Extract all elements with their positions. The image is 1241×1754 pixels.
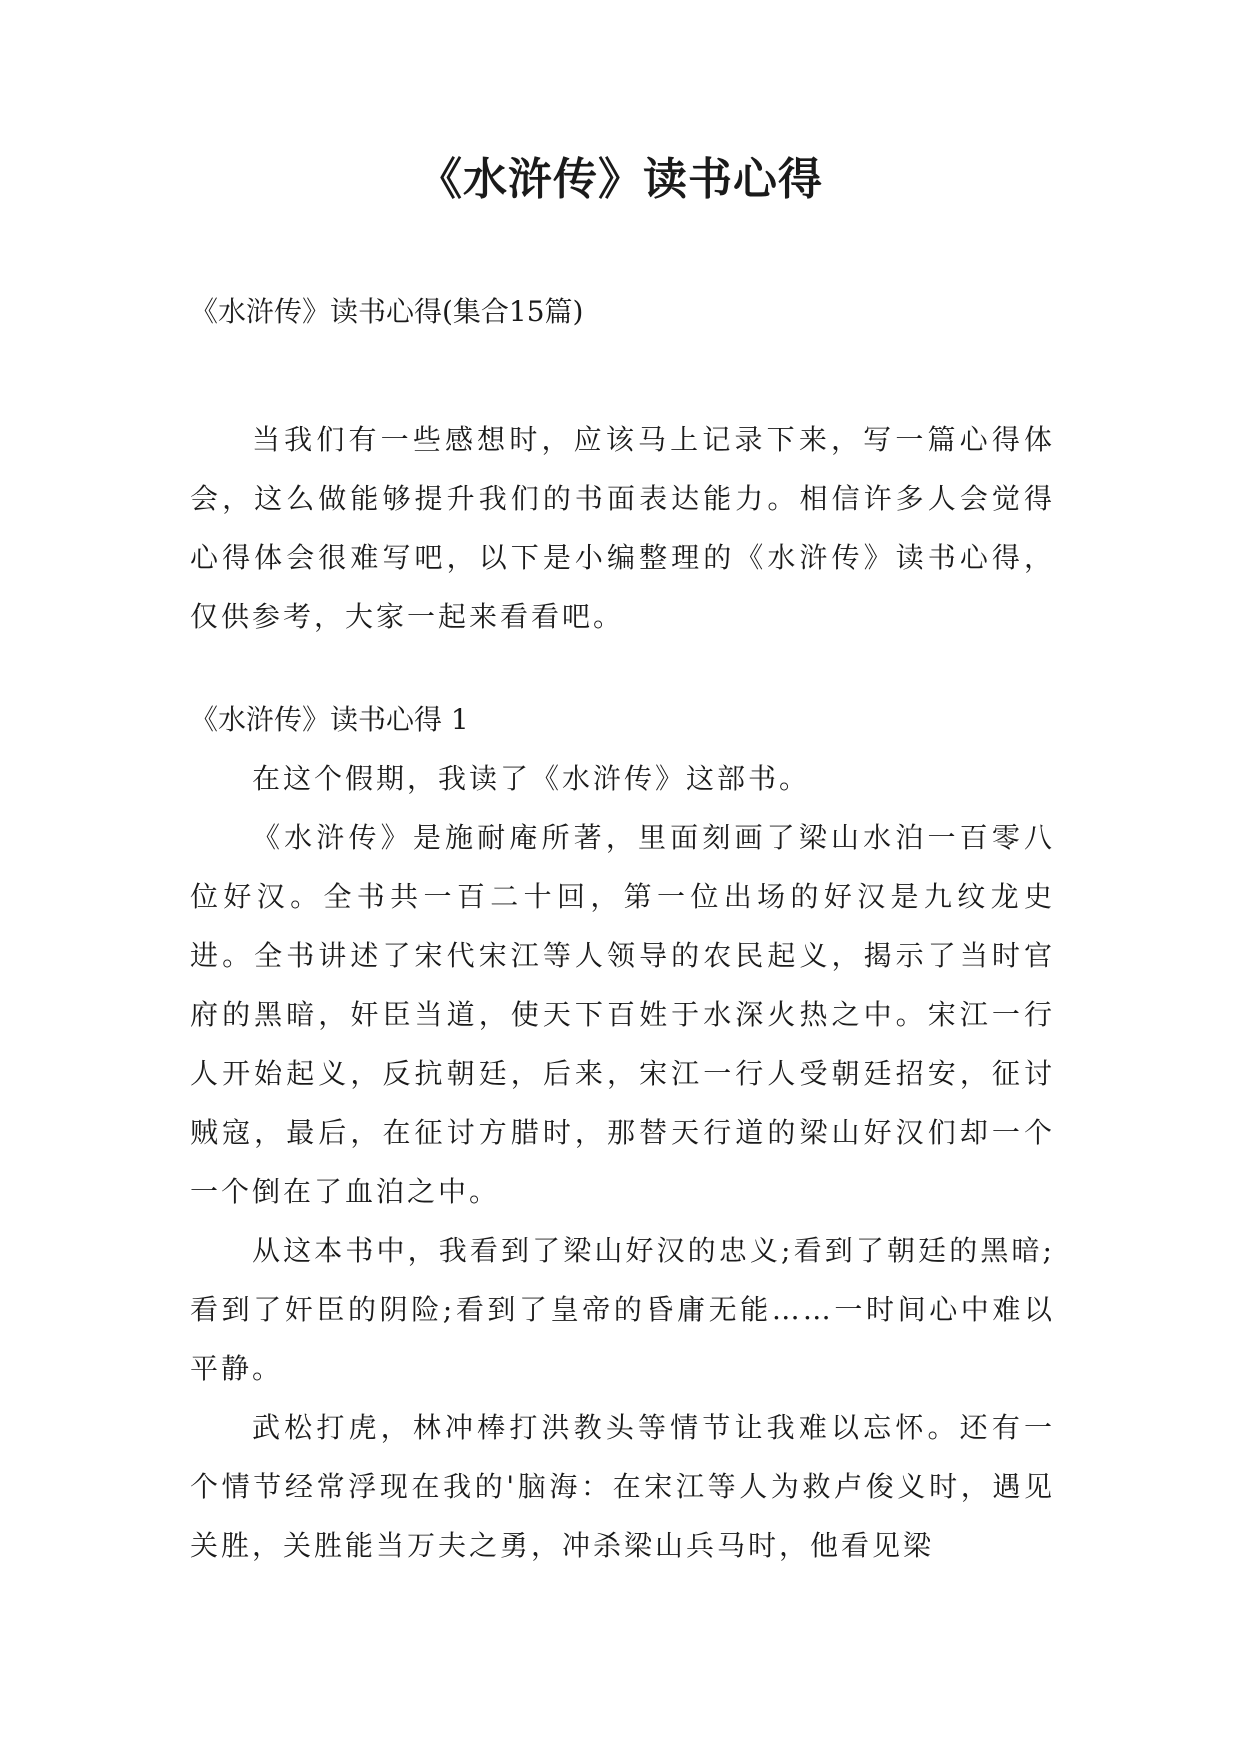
body-paragraph-3: 从这本书中，我看到了梁山好汉的忠义;看到了朝廷的黑暗;看到了奸臣的阴险;看到了皇帝的昏庸无能……一时间心中难以平静。: [190, 1234, 1055, 1385]
section-heading: 《水浒传》读书心得 1: [190, 703, 469, 736]
body-paragraph-2: 《水浒传》是施耐庵所著，里面刻画了梁山水泊一百零八位好汉。全书共一百二十回，第一位出场的好汉是九纹龙史进。全书讲述了宋代宋江等人领导的农民起义，揭示了当时官府的黑暗，奸臣当道，使天下百姓于水深火热之中。宋江一行人开始起义，反抗朝廷，后来，宋江一行人受朝廷招安，征讨贼寇，最后，在征讨方腊时，那替天行道的梁山好汉们却一个一个倒在了血泊之中。: [190, 821, 1055, 1208]
body-paragraph-4: 武松打虎，林冲棒打洪教头等情节让我难以忘怀。还有一个情节经常浮现在我的'脑海：在宋江等人为救卢俊义时，遇见关胜，关胜能当万夫之勇，冲杀梁山兵马时，他看见梁: [190, 1411, 1055, 1562]
intro-paragraph: 当我们有一些感想时，应该马上记录下来，写一篇心得体会，这么做能够提升我们的书面表达能力。相信许多人会觉得心得体会很难写吧，以下是小编整理的《水浒传》读书心得，仅供参考，大家一起来看看吧。: [190, 423, 1055, 633]
article-body: [190, 700, 1055, 1575]
body-paragraph-1: 在这个假期，我读了《水浒传》这部书。: [252, 762, 811, 795]
document-subtitle: 《水浒传》读书心得(集合15篇): [190, 295, 584, 328]
document-title: 《水浒传》读书心得: [418, 154, 823, 205]
intro-section: [190, 410, 1055, 646]
